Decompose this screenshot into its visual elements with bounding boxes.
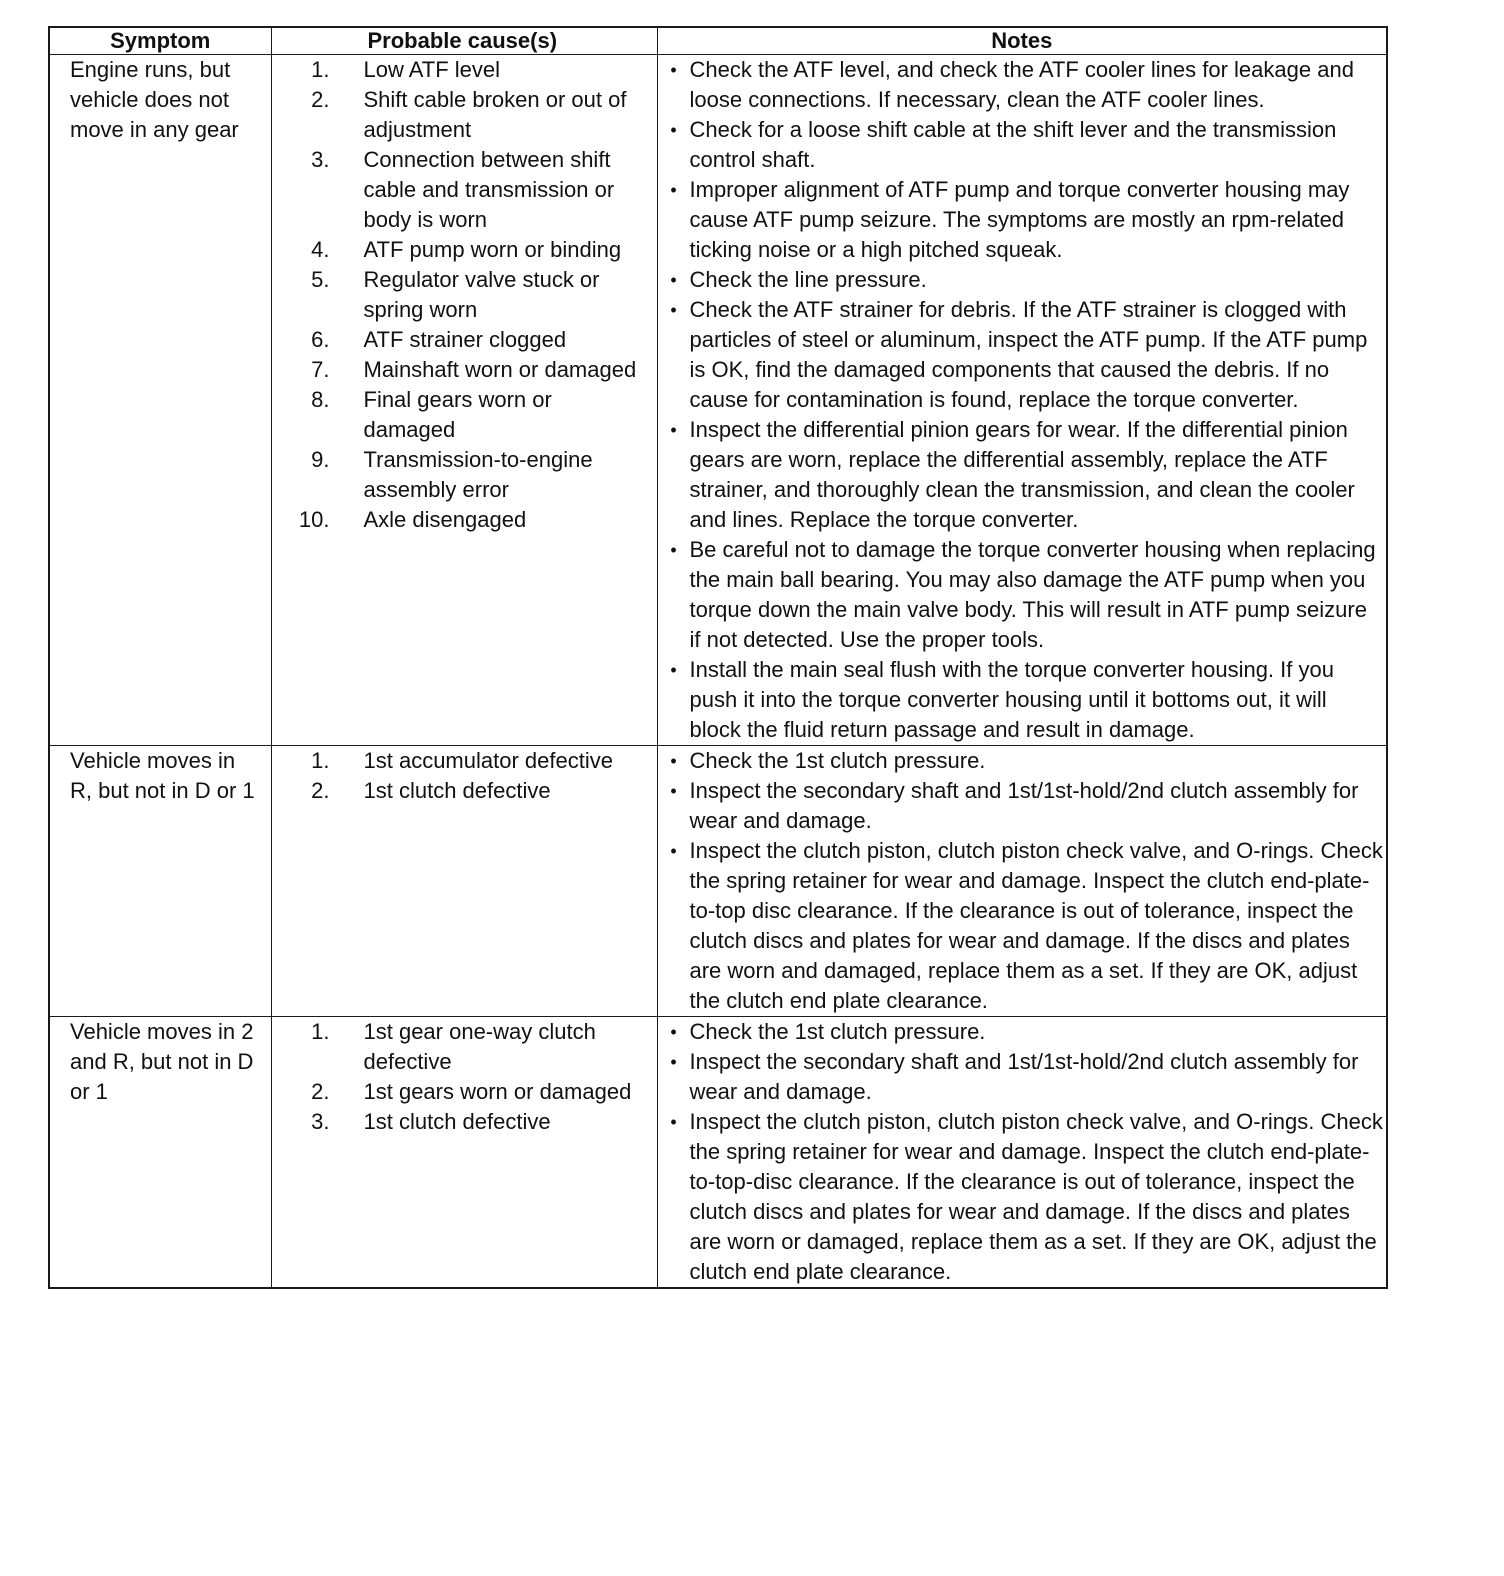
cause-text: Transmission-to-engine assembly error (363, 447, 593, 502)
cause-item (272, 1077, 657, 1107)
causes-cell (271, 1017, 657, 1288)
note-text: Check the line pressure. (689, 267, 927, 292)
bullet-icon: • (670, 300, 677, 320)
causes-cell (271, 55, 657, 746)
cause-text: 1st clutch defective (363, 1109, 551, 1134)
cause-item (272, 235, 657, 265)
cause-item (272, 385, 657, 445)
cause-text: 1st clutch defective (363, 778, 551, 803)
bullet-icon: • (670, 1052, 677, 1072)
cause-text: 1st accumulator defective (363, 748, 613, 773)
cause-number: 9. (311, 447, 330, 472)
note-item (658, 655, 1385, 745)
bullet-icon: • (670, 270, 677, 290)
cause-item (272, 355, 657, 385)
causes-list (272, 1017, 657, 1137)
cause-item (272, 55, 657, 85)
cause-item (272, 145, 657, 235)
note-item (658, 1107, 1385, 1287)
symptom-cell: Vehicle moves in R, but not in D or 1 (50, 746, 271, 1017)
note-text: Check the ATF level, and check the ATF cooler lines for leakage and loose connections. If necessary, clean the ATF cooler lines. (689, 57, 1354, 112)
cause-number: 1. (311, 57, 330, 82)
note-text: Inspect the differential pinion gears for wear. If the differential pinion gears are worn, replace the differential assembly, replace the ATF strainer, and thoroughly clean the transmission, and clean the cooler and lines. Replace the torque converter. (689, 417, 1355, 532)
cause-item (272, 265, 657, 325)
note-text: Inspect the secondary shaft and 1st/1st-hold/2nd clutch assembly for wear and damage. (689, 1049, 1359, 1104)
note-text: Check the 1st clutch pressure. (689, 748, 986, 773)
bullet-icon: • (670, 420, 677, 440)
cause-number: 1. (311, 1019, 330, 1044)
note-item (658, 115, 1385, 175)
note-item (658, 746, 1385, 776)
bullet-icon: • (670, 781, 677, 801)
cause-number: 1. (311, 748, 330, 773)
bullet-icon: • (670, 1022, 677, 1042)
table-row (50, 55, 1386, 746)
header-notes: Notes (657, 28, 1386, 55)
symptom-table (50, 28, 1386, 1287)
header-row (50, 28, 1386, 55)
note-text: Install the main seal flush with the torque converter housing. If you push it into the torque converter housing until it bottoms out, it will block the fluid return passage and result in damage. (689, 657, 1334, 742)
cause-item (272, 1017, 657, 1077)
note-item (658, 415, 1385, 535)
cause-number: 3. (311, 1109, 330, 1134)
cause-text: Axle disengaged (363, 507, 527, 532)
note-item (658, 776, 1385, 836)
notes-list (658, 1017, 1387, 1287)
cause-text: Final gears worn or damaged (363, 387, 552, 442)
cause-text: 1st gears worn or damaged (363, 1079, 632, 1104)
cause-number: 6. (311, 327, 330, 352)
cause-item (272, 776, 657, 806)
bullet-icon: • (670, 841, 677, 861)
cause-text: Mainshaft worn or damaged (363, 357, 637, 382)
table-row (50, 746, 1386, 1017)
note-item (658, 265, 1385, 295)
bullet-icon: • (670, 120, 677, 140)
cause-number: 10. (298, 507, 330, 532)
cause-text: Shift cable broken or out of adjustment (363, 87, 627, 142)
cause-number: 5. (311, 267, 330, 292)
cause-number: 7. (311, 357, 330, 382)
cause-item (272, 746, 657, 776)
cause-number: 4. (311, 237, 330, 262)
cause-number: 2. (311, 1079, 330, 1104)
bullet-icon: • (670, 660, 677, 680)
notes-list (658, 746, 1387, 1016)
cause-item (272, 505, 657, 535)
symptom-cell: Engine runs, but vehicle does not move in any gear (50, 55, 271, 746)
cause-text: ATF strainer clogged (363, 327, 567, 352)
table-row (50, 1017, 1386, 1288)
notes-cell (657, 746, 1386, 1017)
bullet-icon: • (670, 540, 677, 560)
bullet-icon: • (670, 751, 677, 771)
header-symptom: Symptom (50, 28, 271, 55)
header-probable-causes: Probable cause(s) (271, 28, 657, 55)
causes-cell (271, 746, 657, 1017)
cause-item (272, 325, 657, 355)
note-item (658, 836, 1385, 1016)
troubleshooting-table (48, 26, 1388, 1289)
notes-list (658, 55, 1387, 745)
note-item (658, 295, 1385, 415)
note-item (658, 535, 1385, 655)
notes-cell (657, 55, 1386, 746)
cause-number: 8. (311, 387, 330, 412)
note-item (658, 175, 1385, 265)
cause-text: Connection between shift cable and transmission or body is worn (363, 147, 615, 232)
cause-text: Regulator valve stuck or spring worn (363, 267, 600, 322)
note-item (658, 1017, 1385, 1047)
causes-list (272, 55, 657, 535)
note-text: Inspect the secondary shaft and 1st/1st-hold/2nd clutch assembly for wear and damage. (689, 778, 1359, 833)
cause-item (272, 85, 657, 145)
cause-text: Low ATF level (363, 57, 501, 82)
note-text: Inspect the clutch piston, clutch piston check valve, and O-rings. Check the spring retainer for wear and damage. Inspect the clutch end-plate-to-top-disc clearance. If the clearance is out of tolerance, inspect the clutch discs and plates for wear and damage. If the discs and plates are worn or damaged, replace them as a set. If they are OK, adjust the clutch end plate clearance. (689, 1109, 1383, 1284)
note-item (658, 1047, 1385, 1107)
bullet-icon: • (670, 180, 677, 200)
bullet-icon: • (670, 60, 677, 80)
note-text: Check for a loose shift cable at the shift lever and the transmission control shaft. (689, 117, 1337, 172)
cause-number: 2. (311, 87, 330, 112)
cause-text: ATF pump worn or binding (363, 237, 622, 262)
causes-list (272, 746, 657, 806)
cause-item (272, 445, 657, 505)
note-text: Be careful not to damage the torque converter housing when replacing the main ball bearing. You may also damage the ATF pump when you torque down the main valve body. This will result in ATF pump seizure if not detected. Use the proper tools. (689, 537, 1376, 652)
bullet-icon: • (670, 1112, 677, 1132)
cause-number: 3. (311, 147, 330, 172)
note-text: Check the ATF strainer for debris. If the ATF strainer is clogged with particles of steel or aluminum, inspect the ATF pump. If the ATF pump is OK, find the damaged components that caused the debris. If no cause for contamination is found, replace the torque converter. (689, 297, 1368, 412)
notes-cell (657, 1017, 1386, 1288)
symptom-cell: Vehicle moves in 2 and R, but not in D or 1 (70, 1019, 254, 1104)
cause-text: 1st gear one-way clutch defective (363, 1019, 596, 1074)
cause-number: 2. (311, 778, 330, 803)
note-text: Improper alignment of ATF pump and torque converter housing may cause ATF pump seizure. The symptoms are mostly an rpm-related ticking noise or a high pitched squeak. (689, 177, 1350, 262)
note-text: Check the 1st clutch pressure. (689, 1019, 986, 1044)
note-text: Inspect the clutch piston, clutch piston check valve, and O-rings. Check the spring retainer for wear and damage. Inspect the clutch end-plate-to-top disc clearance. If the clearance is out of tolerance, inspect the clutch discs and plates for wear and damage. If the discs and plates are worn and damaged, replace them as a set. If they are OK, adjust the clutch end plate clearance. (689, 838, 1383, 1013)
cause-item (272, 1107, 657, 1137)
note-item (658, 55, 1385, 115)
